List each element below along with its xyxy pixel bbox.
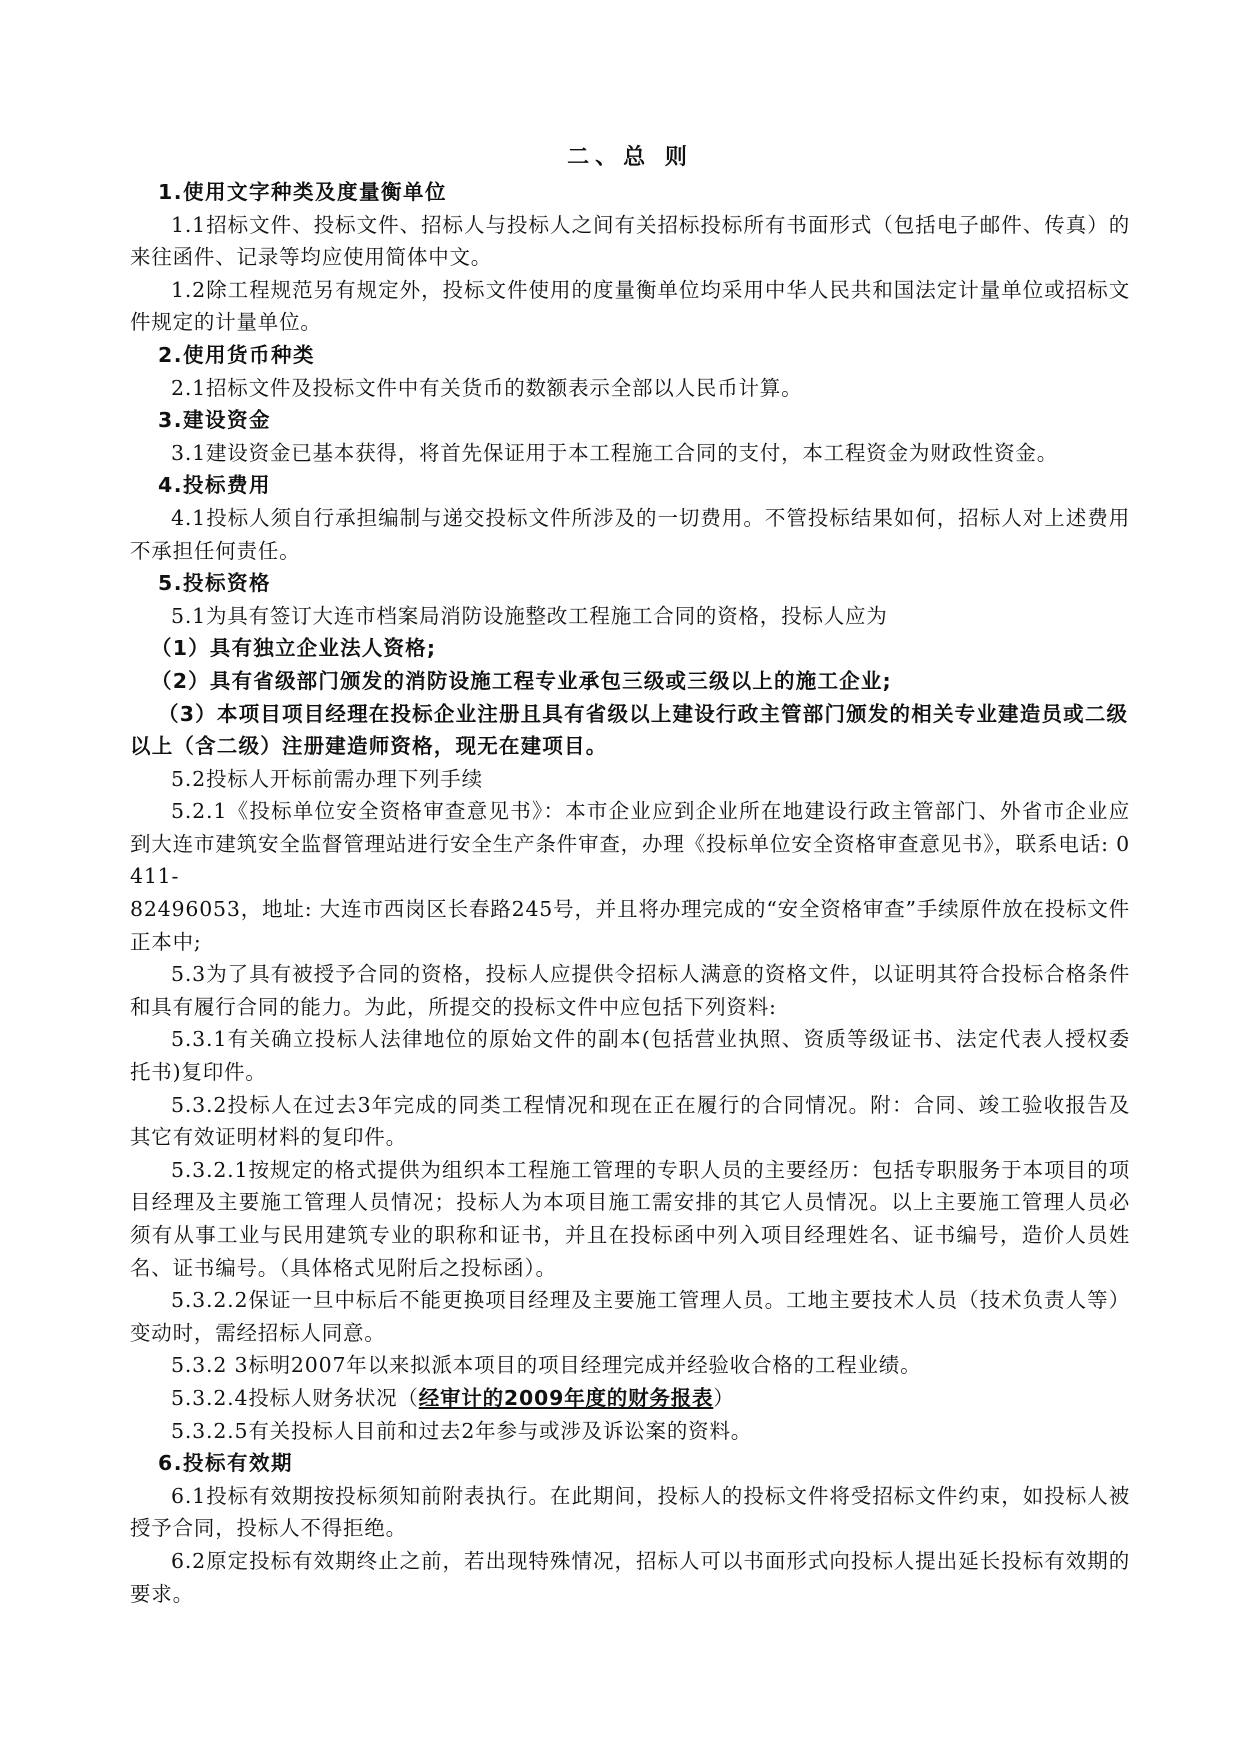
heading-2: 2.使用货币种类 xyxy=(158,342,316,367)
paragraph-5-3: 5.3为了具有被授予合同的资格，投标人应提供令招标人满意的资格文件，以证明其符合投标合格条件和具有履行合同的能力。为此，所提交的投标文件中应包括下列资料: xyxy=(130,962,1130,1019)
paragraph-5-3-2-3: 5.3.2 3标明2007年以来拟派本项目的项目经理完成并经验收合格的工程业绩。 xyxy=(171,1353,922,1378)
paragraph-5-3-2: 5.3.2投标人在过去3年完成的同类工程情况和现在正在履行的合同情况。附：合同、竣工验收报告及其它有效证明材料的复印件。 xyxy=(130,1092,1130,1150)
heading-6: 6.投标有效期 xyxy=(158,1451,294,1476)
paragraph-5-3-2-4-suffix: ） xyxy=(713,1385,735,1410)
heading-5: 5.投标资格 xyxy=(158,571,272,596)
requirement-3: （3）本项目项目经理在投标企业注册且具有省级以上建设行政主管部门颁发的相关专业建造员或二级以上（含二级）注册建造师资格，现无在建项目。 xyxy=(130,701,1129,759)
paragraph-5-3-2-1: 5.3.2.1按规定的格式提供为组织本工程施工管理的专职人员的主要经历：包括专职服务于本项目的项目经理及主要施工管理人员情况；投标人为本项目施工需安排的其它人员情况。以上主要施工管理人员必须有从事工业与民用建筑专业的职称和证书，并且在投标函中列入项目经理姓名、证书编号，造价人员姓名、证书编号。（具体格式见附后之投标函）。 xyxy=(130,1157,1130,1280)
paragraph-5-3-2-5: 5.3.2.5有关投标人目前和过去2年参与或涉及诉讼案的资料。 xyxy=(171,1418,753,1443)
paragraph-5-3-2-4 xyxy=(130,1382,1130,1415)
paragraph-5-1: 5.1为具有签订大连市档案局消防设施整改工程施工合同的资格，投标人应为 xyxy=(171,603,888,628)
paragraph-5-2-1-cont: 82496053，地址: 大连市西岗区长春路245号，并且将办理完成的“安全资格审查”手续原件放在投标文件正本中; xyxy=(130,897,1130,954)
audited-financial-report-text: 经审计的2009年度的财务报表 xyxy=(418,1385,714,1410)
paragraph-5-2-1: 5.2.1《投标单位安全资格审查意见书》：本市企业应到企业所在地建设行政主管部门、外省市企业应到大连市建筑安全监督管理站进行安全生产条件审查，办理《投标单位安全资格审查意见书》，联系电话: 0411- xyxy=(130,799,1130,889)
paragraph-5-3-2-2: 5.3.2.2保证一旦中标后不能更换项目经理及主要施工管理人员。工地主要技术人员（技术负责人等）变动时，需经招标人同意。 xyxy=(130,1288,1130,1345)
paragraph-5-3-1: 5.3.1有关确立投标人法律地位的原始文件的副本(包括营业执照、资质等级证书、法定代表人授权委托书)复印件。 xyxy=(130,1027,1130,1085)
paragraph-6-1: 6.1投标有效期按投标须知前附表执行。在此期间，投标人的投标文件将受招标文件约束，如投标人被授予合同，投标人不得拒绝。 xyxy=(130,1483,1130,1541)
section-title: 二、总 则 xyxy=(567,144,693,170)
requirement-2: （2）具有省级部门颁发的消防设施工程专业承包三级或三级以上的施工企业; xyxy=(151,668,892,693)
paragraph-1-1: 1.1招标文件、投标文件、招标人与投标人之间有关招标投标所有书面形式（包括电子邮件、传真）的来往函件、记录等均应使用简体中文。 xyxy=(130,212,1130,270)
document-page xyxy=(130,140,1130,1610)
heading-1: 1.使用文字种类及度量衡单位 xyxy=(158,180,448,204)
heading-4: 4.投标费用 xyxy=(158,473,272,498)
heading-3: 3.建设资金 xyxy=(158,408,272,433)
requirement-1: （1）具有独立企业法人资格; xyxy=(151,636,437,661)
paragraph-4-1: 4.1投标人须自行承担编制与递交投标文件所涉及的一切费用。不管投标结果如何，招标人对上述费用不承担任何责任。 xyxy=(130,505,1130,563)
paragraph-6-2: 6.2原定投标有效期终止之前，若出现特殊情况，招标人可以书面形式向投标人提出延长投标有效期的要求。 xyxy=(130,1548,1130,1606)
paragraph-2-1: 2.1招标文件及投标文件中有关货币的数额表示全部以人民币计算。 xyxy=(171,375,803,400)
paragraph-3-1: 3.1建设资金已基本获得，将首先保证用于本工程施工合同的支付，本工程资金为财政性资金。 xyxy=(171,440,1058,465)
paragraph-5-2: 5.2投标人开标前需办理下列手续 xyxy=(171,766,483,791)
paragraph-1-2: 1.2除工程规范另有规定外，投标文件使用的度量衡单位均采用中华人民共和国法定计量单位或招标文件规定的计量单位。 xyxy=(130,277,1130,335)
paragraph-5-3-2-4-prefix: 5.3.2.4投标人财务状况（ xyxy=(171,1385,419,1410)
